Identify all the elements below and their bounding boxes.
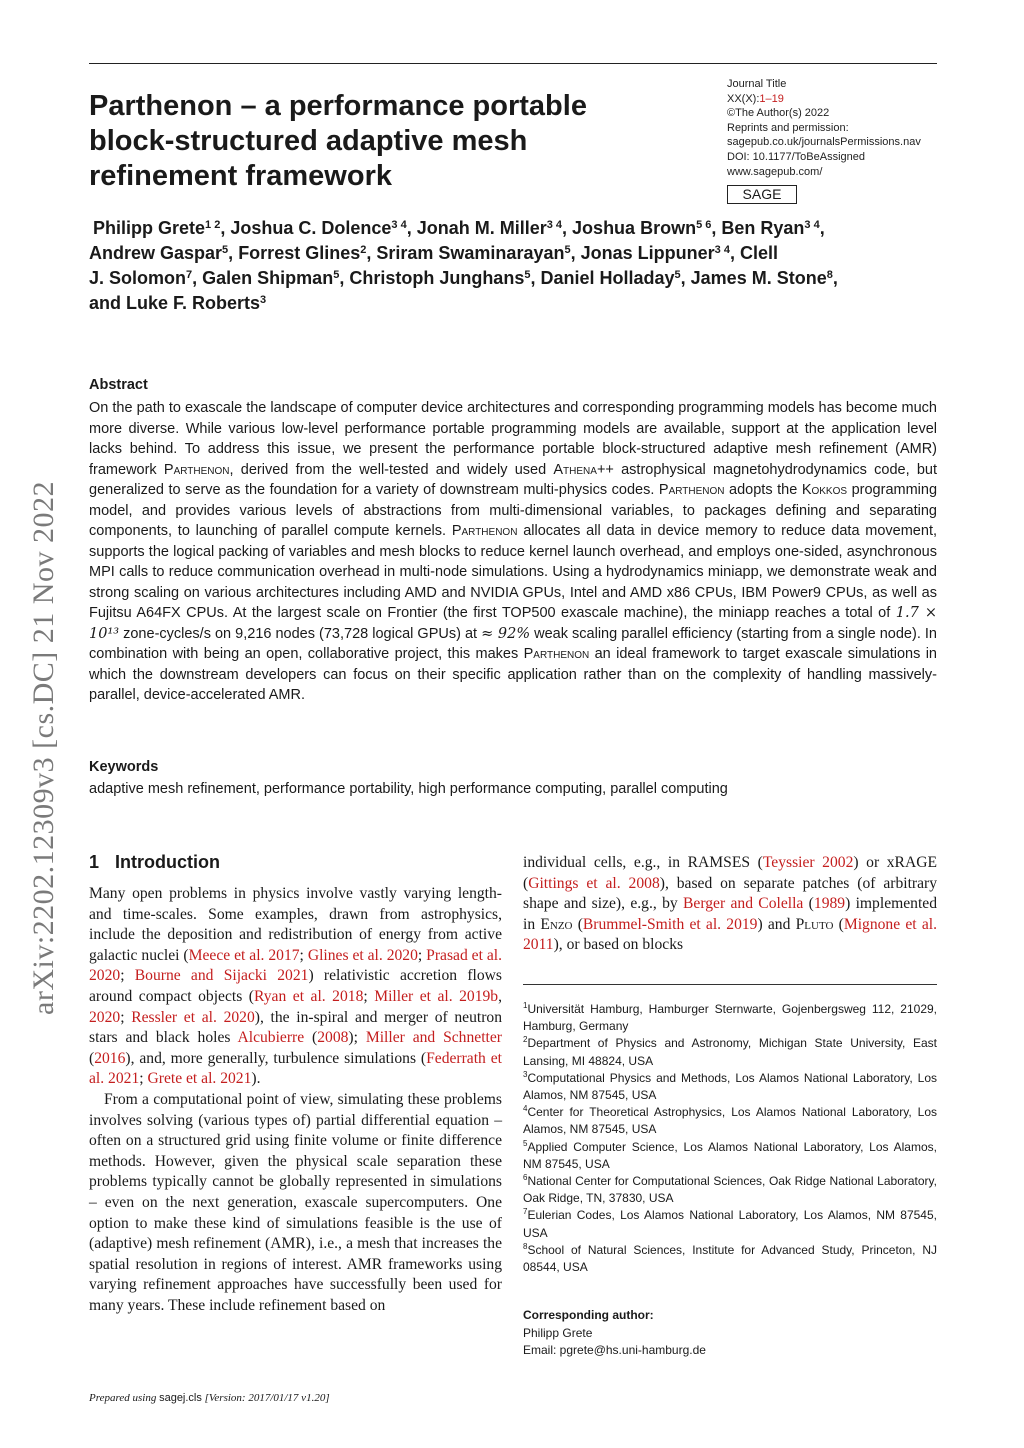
citation-link[interactable]: Mignone et al. 2011 bbox=[523, 915, 937, 954]
copyright: ©The Author(s) 2022 bbox=[727, 107, 830, 120]
citation-link[interactable]: Gittings et al. 2008 bbox=[528, 874, 660, 892]
author-name: Galen Shipman bbox=[202, 268, 334, 288]
citation-link[interactable]: Meece et al. 2017 bbox=[188, 946, 300, 964]
author-name: James M. Stone bbox=[690, 268, 827, 288]
affiliation-marker: 3 4 bbox=[804, 219, 820, 231]
affiliation-marker: 5 bbox=[333, 269, 340, 281]
author-name: Jonah M. Miller bbox=[416, 218, 547, 238]
reprints: Reprints and permission: bbox=[727, 121, 849, 134]
parthenon-name: Parthenon bbox=[163, 461, 230, 478]
journal-info bbox=[727, 77, 947, 179]
affiliation-text: Eulerian Codes, Los Alamos National Laboratory, Los Alamos, NM 87545, USA bbox=[523, 1208, 937, 1240]
citation-link[interactable]: Teyssier 2002 bbox=[762, 854, 854, 871]
citation-link[interactable]: Ressler et al. 2020 bbox=[131, 1008, 255, 1026]
author-name: Joshua Brown bbox=[572, 218, 697, 238]
affiliation-marker: 5 bbox=[524, 269, 531, 281]
class-file: sagej.cls bbox=[159, 1392, 202, 1404]
abstract-body: On the path to exascale the landscape of computer device architectures and corresponding programming models has become much more diverse. While various low-level performance portable programming models are available, support at the application level lacks behind. To address this issue, we present the performance portable block-structured adaptive mesh refinement (AMR) framework Parthenon, derived from the well-tested and widely used Athena++ astrophysical magnetohydrodynamics code, but generalized to serve as the foundation for a variety of downstream multi-physics codes. Parthenon adopts the Kokkos programming model, and provides various levels of abstractions from multi-dimensional variables, to packages defining and separating components, to launching of parallel compute kernels. Parthenon allocates all data in device memory to reduce data movement, supports the logical packing of variables and mesh blocks to reduce kernel launch overhead, and employs one-sided, asynchronous MPI calls to reduce communication overhead in multi-node simulations. Using a hydrodynamics miniapp, we demonstrate weak and strong scaling on various architectures including AMD and NVIDIA GPUs, Intel and AMD x86 CPUs, IBM Power9 CPUs, as well as Fujitsu A64FX CPUs. At the largest scale on Frontier (the first TOP500 exascale machine), the miniapp reaches a total of 1.7 × 10¹³ zone-cycles/s on 9,216 nodes (73,728 logical GPUs) at ≈ 92% weak scaling parallel efficiency (starting from a single node). In combination with being an open, collaborative project, this makes Parthenon an ideal framework to target exascale simulations in which the downstream developers can focus on their specific application rather than on the complexity of handling massively-parallel, device-accelerated AMR. bbox=[89, 400, 938, 703]
citation-link[interactable]: Bourne and Sijacki 2021 bbox=[134, 967, 309, 985]
affiliation-text: Center for Theoretical Astrophysics, Los Alamos National Laboratory, Los Alamos, NM 87545, USA bbox=[523, 1105, 937, 1137]
affiliation-number: 7 bbox=[523, 1207, 528, 1217]
author-name: Ben Ryan bbox=[721, 218, 805, 238]
affiliations bbox=[523, 1001, 937, 1276]
author-line bbox=[89, 291, 939, 316]
author-line: Andrew Gaspar$^5$, Forrest Glines$^2$, Sriram Swaminarayan$^5$, Jonas Lippuner$^{3 4}$, Clell bbox=[89, 243, 778, 263]
kokkos-name: Kokkos bbox=[801, 482, 848, 498]
affiliation-number: 3 bbox=[523, 1069, 528, 1079]
citation-link[interactable]: 2020 bbox=[89, 1008, 121, 1026]
author-name: Forrest Glines bbox=[238, 243, 361, 263]
citation-link[interactable]: Grete et al. 2021 bbox=[147, 1070, 252, 1088]
corresponding-heading: Corresponding author: bbox=[523, 1308, 654, 1322]
enzo-name: Enzo bbox=[540, 915, 573, 933]
page-footer: Prepared using sagej.cls [Version: 2017/01/17 v1.20] bbox=[89, 1392, 330, 1404]
intro-left-column bbox=[89, 884, 502, 1316]
intro-paragraph-2: From a computational point of view, simulating these problems involves solving (various types of) partial differential equation – often on a structured grid using finite volume or finite difference methods. However, given the physical scale separation these problems typically cannot be globally represented in simulations – even on the next generation, exascale supercomputers. One option to make these kind of simulations feasible is the use of (adaptive) mesh refinement (AMR), i.e., a mesh that increases the spatial resolution in regions of interest. AMR frameworks using varying refinement approaches have successfully been used for many years. These include refinement based on bbox=[89, 1090, 502, 1314]
website-link[interactable]: www.sagepub.com/ bbox=[727, 165, 823, 178]
affiliation-number: 2 bbox=[523, 1035, 528, 1045]
affiliation-item bbox=[523, 1104, 937, 1138]
affiliation-item bbox=[523, 1139, 937, 1173]
citation-link[interactable]: Federrath et al. 2021 bbox=[89, 1049, 502, 1088]
affiliation-number: 6 bbox=[523, 1173, 528, 1183]
abstract-heading: Abstract bbox=[89, 377, 148, 393]
author-list bbox=[89, 216, 939, 316]
citation-link[interactable]: Brummel-Smith et al. 2019 bbox=[582, 915, 758, 933]
intro-paragraph-1: Many open problems in physics involve vastly varying length- and time-scales. Some examples, drawn from astrophysics, include the deposition and redistribution of energy from active galactic nuclei (Meece et al. 2017; Glines et al. 2020; Prasad et al. 2020; Bourne and Sijacki 2021) relativistic accretion flows around compact objects (Ryan et al. 2018; Miller et al. 2019b, 2020; Ressler et al. 2020), the in-spiral and merger of neutron stars and black holes Alcubierre (2008); Miller and Schnetter (2016), and, more generally, turbulence simulations (Federrath et al. 2021; Grete et al. 2021). bbox=[89, 885, 503, 1088]
affiliation-marker: 7 bbox=[186, 269, 193, 281]
zone-cycles-value: 1.7 × 10¹³ bbox=[89, 605, 937, 642]
author-line: J. Solomon$^7$, Galen Shipman$^5$, Christoph Junghans$^5$, Daniel Holladay$^5$, James M. Stone$^8$, bbox=[89, 268, 838, 288]
author-line: Philipp Grete$^{1 2}$, Joshua C. Dolence$^{3 4}$, Jonah M. Miller$^{3 4}$, Joshua Brown$^{5 6}$, Ben Ryan$^{3 4}$, bbox=[93, 218, 825, 238]
affiliation-text: Applied Computer Science, Los Alamos National Laboratory, Los Alamos, NM 87545, USA bbox=[523, 1139, 937, 1171]
affiliation-marker: 3 4 bbox=[391, 219, 407, 231]
citation-link[interactable]: 2016 bbox=[94, 1049, 126, 1067]
affiliation-marker: 5 bbox=[674, 269, 681, 281]
affiliation-number: 5 bbox=[523, 1138, 528, 1148]
section-heading: 1 Introduction bbox=[89, 852, 220, 872]
keywords-heading: Keywords bbox=[89, 759, 159, 775]
affiliation-marker: 5 bbox=[564, 244, 571, 256]
citation-link[interactable]: Miller et al. 2019b bbox=[374, 987, 499, 1005]
affiliation-marker: 3 4 bbox=[546, 219, 563, 231]
affiliation-marker: 5 6 bbox=[696, 219, 712, 231]
ramses-name: RAMSES bbox=[687, 854, 751, 871]
page-range[interactable]: 1–19 bbox=[759, 92, 784, 105]
citation-link[interactable]: Glines et al. 2020 bbox=[307, 946, 418, 964]
affiliation-item bbox=[523, 1173, 937, 1207]
sage-logo: SAGE bbox=[727, 185, 797, 204]
affiliation-text: Universität Hamburg, Hamburger Sternwarte, Gojenbergsweg 112, 21029, Hamburg, Germany bbox=[523, 1002, 937, 1034]
citation-link[interactable]: 1989 bbox=[813, 895, 846, 913]
affiliation-marker: 3 4 bbox=[714, 244, 730, 256]
affiliation-text: Department of Physics and Astronomy, Michigan State University, East Lansing, MI 48824, USA bbox=[523, 1036, 937, 1068]
citation-link[interactable]: Alcubierre bbox=[237, 1029, 305, 1047]
keywords-text: adaptive mesh refinement, performance portability, high performance computing, parallel computing bbox=[89, 781, 728, 797]
pluto-name: Pluto bbox=[795, 915, 834, 933]
athena-name: Athena++ bbox=[553, 461, 614, 478]
affiliation-marker: 3 bbox=[260, 294, 267, 306]
author-name: Joshua C. Dolence bbox=[230, 218, 392, 238]
author-name: Philipp Grete bbox=[93, 218, 206, 238]
citation-link[interactable]: Prasad et al. 2020 bbox=[89, 946, 502, 985]
affiliation-marker: 5 bbox=[222, 244, 229, 256]
affiliation-item bbox=[523, 1001, 937, 1035]
journal-title: Journal Title bbox=[727, 78, 787, 90]
affiliation-number: 1 bbox=[523, 1001, 528, 1010]
affiliation-item bbox=[523, 1035, 937, 1069]
xrage-name: xRAGE bbox=[886, 854, 937, 871]
affiliation-marker: 8 bbox=[826, 269, 833, 281]
affiliation-item bbox=[523, 1242, 937, 1276]
journal-volume: XX(X):1–19 bbox=[727, 92, 784, 105]
intro-right-column bbox=[523, 853, 937, 956]
affiliation-number: 8 bbox=[523, 1241, 528, 1251]
arxiv-identifier[interactable]: arXiv:2202.12309v3 [cs.DC] 21 Nov 2022 bbox=[27, 481, 60, 1015]
author-name: and Luke F. Roberts bbox=[89, 293, 261, 313]
affiliation-text: Computational Physics and Methods, Los Alamos National Laboratory, Los Alamos, NM 87545, USA bbox=[523, 1070, 937, 1103]
affiliation-text: School of Natural Sciences, Institute for Advanced Study, Princeton, NJ 08544, USA bbox=[523, 1242, 937, 1275]
author-name: Andrew Gaspar bbox=[89, 243, 223, 263]
citation-link[interactable]: Berger and Colella bbox=[683, 895, 804, 913]
citation-link[interactable]: 2008 bbox=[317, 1029, 349, 1047]
paper-title: Parthenon – a performance portable block-structured adaptive mesh refinement framework bbox=[89, 90, 587, 192]
citation-link[interactable]: Ryan et al. 2018 bbox=[253, 987, 364, 1005]
affiliation-text: National Center for Computational Sciences, Oak Ridge National Laboratory, Oak Ridge, TN, 37830, USA bbox=[523, 1174, 937, 1206]
intro-paragraph-cont: individual cells, e.g., in RAMSES (Teyssier 2002) or xRAGE (Gittings et al. 2008), based on separate patches (of arbitrary shape and size), e.g., by Berger and Colella (1989) implemented in Enzo (Brummel-Smith et al. 2019) and Pluto (Mignone et al. 2011), or based on blocks bbox=[523, 854, 938, 954]
affiliation-marker: 1 2 bbox=[205, 219, 221, 231]
corresponding-author bbox=[523, 1307, 937, 1360]
author-name: Daniel Holladay bbox=[540, 268, 675, 288]
affiliation-item bbox=[523, 1207, 937, 1241]
author-name: Sriram Swaminarayan bbox=[376, 243, 565, 263]
author-name: J. Solomon bbox=[89, 268, 187, 288]
doi: DOI: 10.1177/ToBeAssigned bbox=[727, 150, 865, 163]
affiliation-marker: 2 bbox=[360, 244, 367, 256]
permissions-link[interactable]: sagepub.co.uk/journalsPermissions.nav bbox=[727, 136, 921, 149]
footnote-rule bbox=[523, 984, 937, 985]
efficiency-value: ≈ 92% bbox=[481, 625, 531, 642]
citation-link[interactable]: Miller and Schnetter bbox=[365, 1029, 502, 1047]
corresponding-name: Philipp Grete bbox=[523, 1325, 593, 1340]
affiliation-number: 4 bbox=[523, 1104, 528, 1114]
author-name: Christoph Junghans bbox=[349, 268, 525, 288]
author-name: Clell bbox=[739, 243, 778, 263]
affiliation-item bbox=[523, 1070, 937, 1104]
header-rule bbox=[89, 63, 937, 64]
corresponding-email[interactable]: Email: pgrete@hs.uni-hamburg.de bbox=[523, 1343, 706, 1357]
author-name: Jonas Lippuner bbox=[580, 243, 715, 263]
